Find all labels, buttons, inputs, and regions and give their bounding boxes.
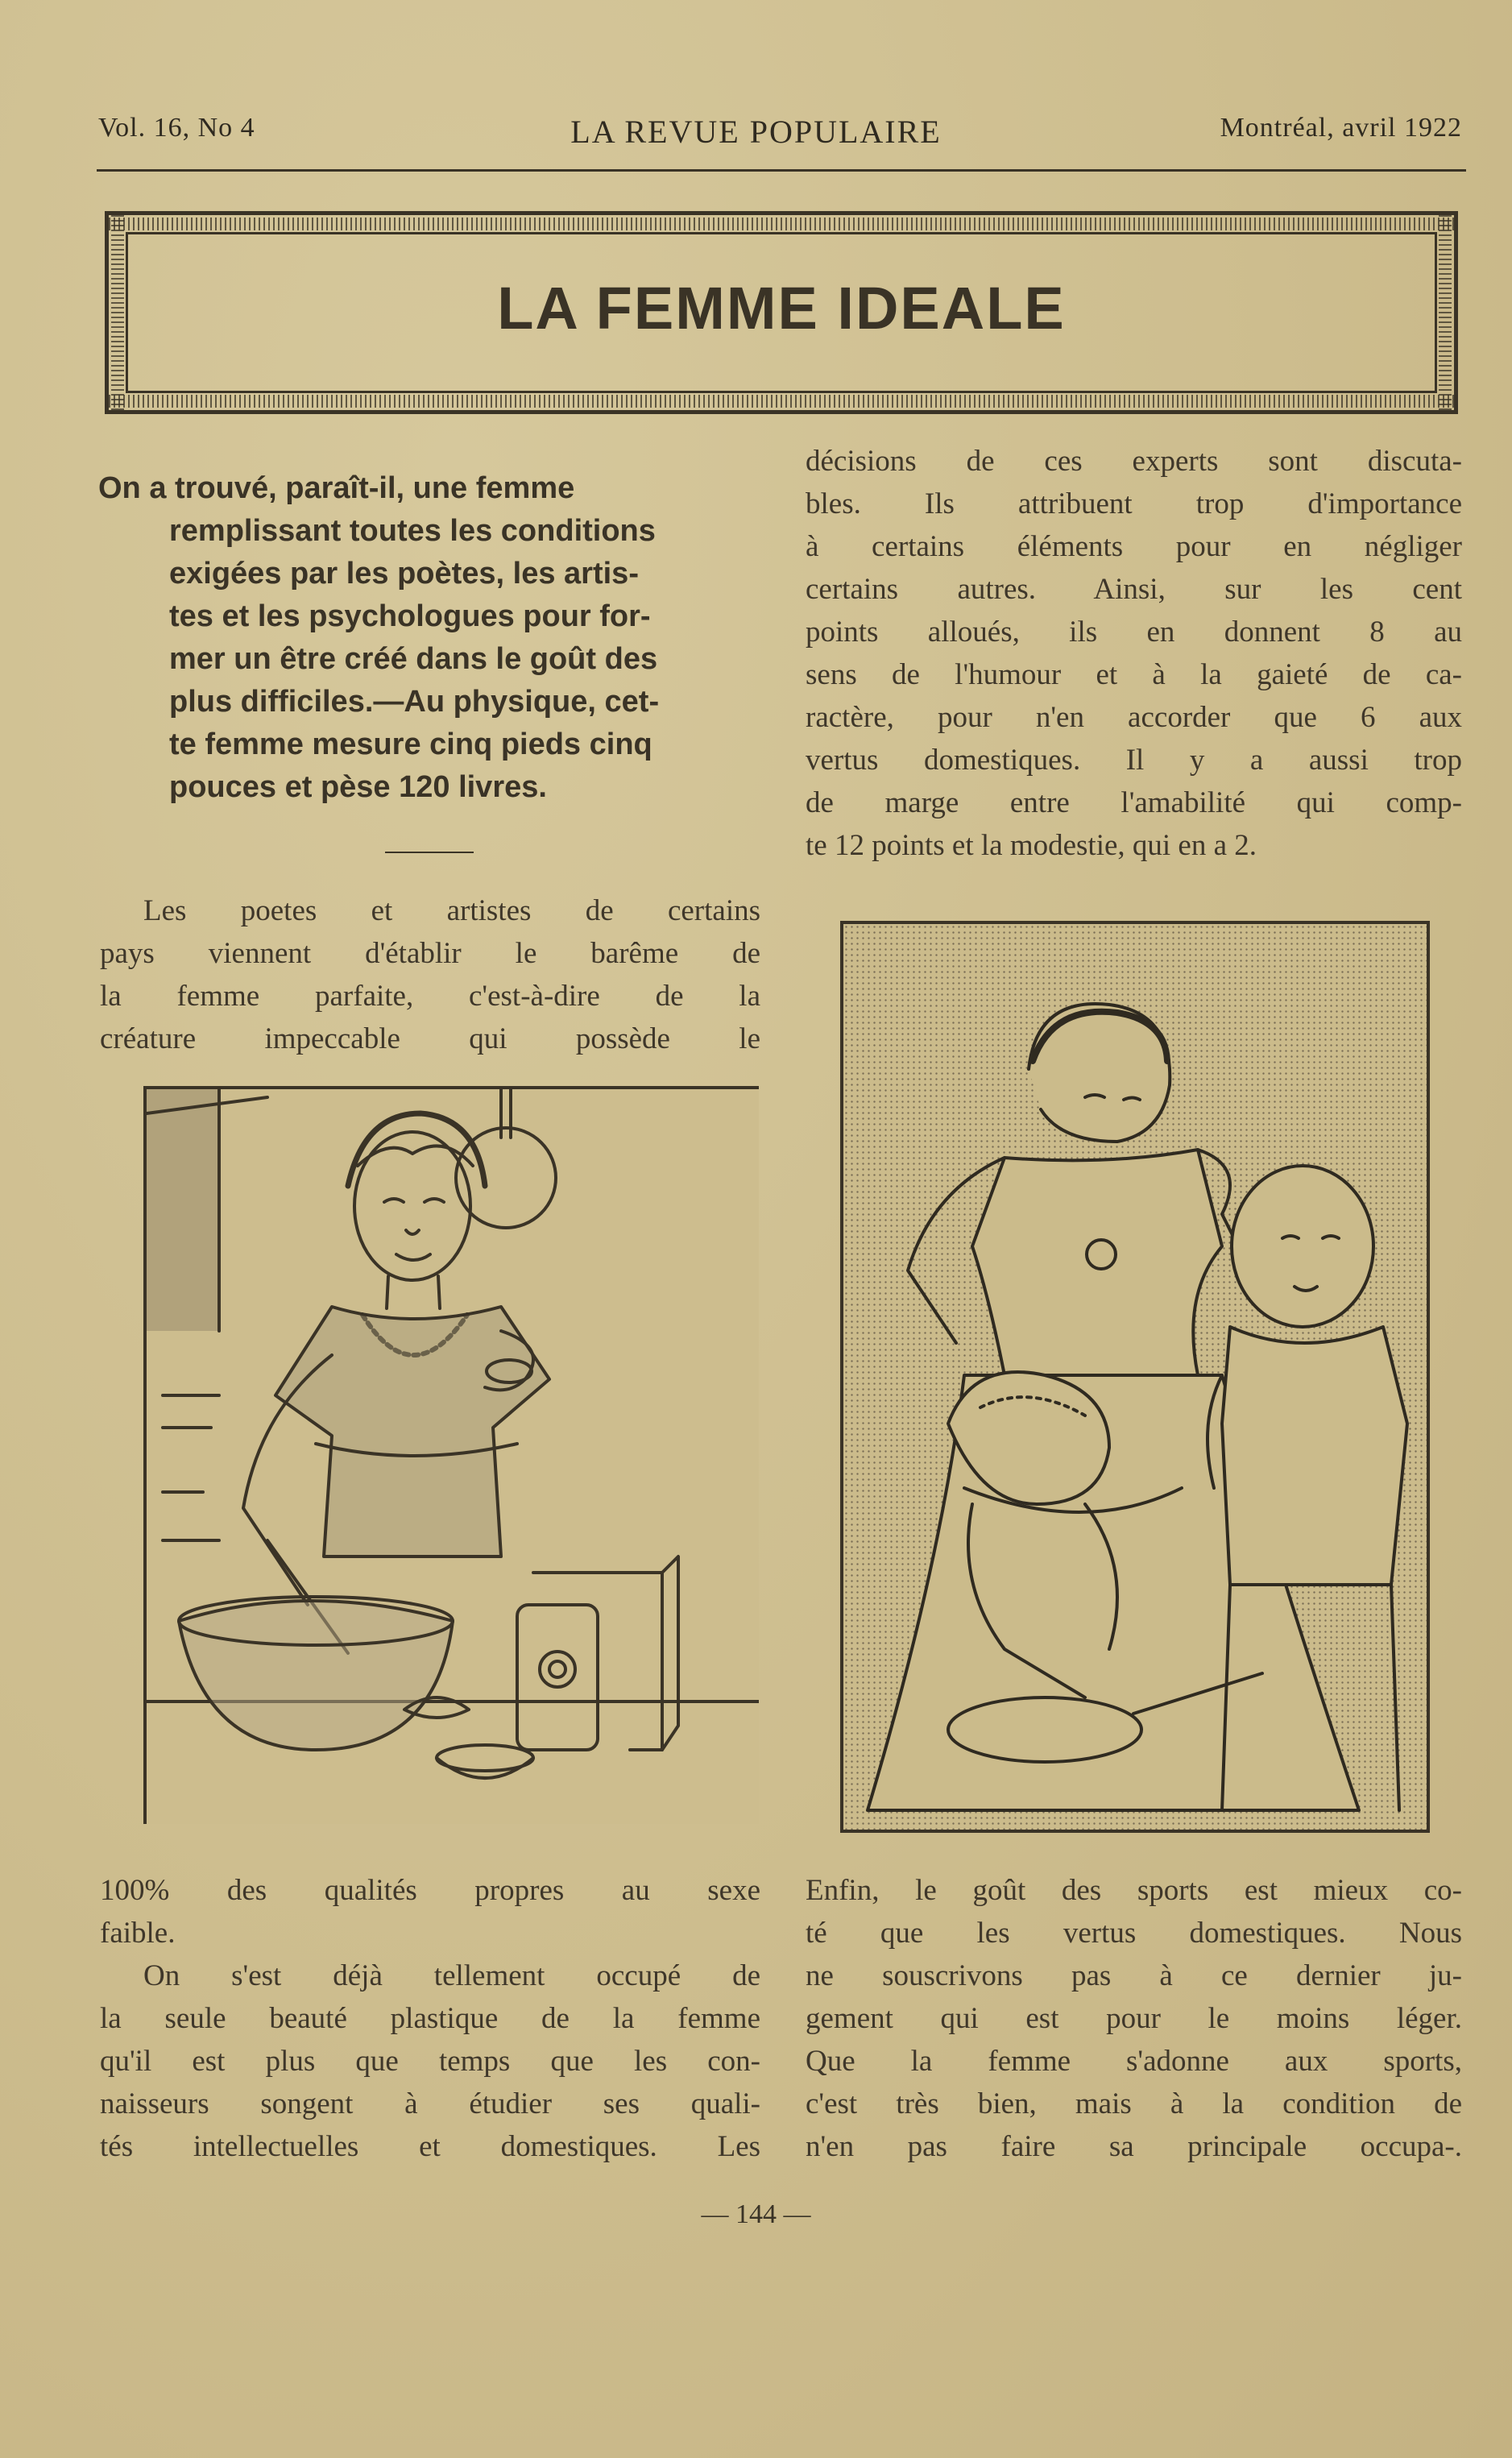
text-line: Les poetes et artistes de certains xyxy=(143,894,760,927)
right-column-top xyxy=(806,440,1462,867)
text-line: à certains éléments pour en négliger xyxy=(806,530,1462,563)
left-column-top xyxy=(100,889,760,1060)
text-line: qu'il est plus que temps que les con- xyxy=(100,2045,760,2078)
illustration-mother-children xyxy=(840,921,1430,1833)
lead-line: exigées par les poètes, les artis- xyxy=(169,557,639,591)
text-line: pays viennent d'établir le barême de xyxy=(100,937,760,970)
text-line: bles. Ils attribuent trop d'importance xyxy=(806,487,1462,520)
text-line: points alloués, ils en donnent 8 au xyxy=(806,616,1462,649)
lead-line: pouces et pèse 120 livres. xyxy=(169,770,547,804)
article-title: LA FEMME IDEALE xyxy=(497,275,1066,342)
text-line: tés intellectuelles et domestiques. Les xyxy=(100,2130,760,2163)
section-separator xyxy=(385,852,474,853)
text-line: On s'est déjà tellement occupé de xyxy=(143,1959,760,1992)
text-line: la seule beauté plastique de la femme xyxy=(100,2002,760,2035)
text-line: naisseurs songent à étudier ses quali- xyxy=(100,2087,760,2120)
text-line: gement qui est pour le moins léger. xyxy=(806,2002,1462,2035)
lead-line: On a trouvé, paraît-il, une femme xyxy=(98,471,575,505)
text-line: décisions de ces experts sont discuta- xyxy=(806,445,1462,478)
lead-paragraph xyxy=(98,467,759,809)
title-frame xyxy=(105,211,1458,414)
page-number: — 144 — xyxy=(701,2199,811,2229)
right-column-bottom xyxy=(806,1869,1462,2168)
text-line: certains autres. Ainsi, sur les cent xyxy=(806,573,1462,606)
issue-volume: Vol. 16, No 4 xyxy=(98,113,255,143)
lead-line: remplissant toutes les conditions xyxy=(169,514,656,548)
publication-name: LA REVUE POPULAIRE xyxy=(570,114,942,150)
text-line: té que les vertus domestiques. Nous xyxy=(806,1917,1462,1950)
text-line: ractère, pour n'en accorder que 6 aux xyxy=(806,701,1462,734)
lead-line: te femme mesure cinq pieds cinq xyxy=(169,727,652,761)
woman-cooking-drawing xyxy=(147,1089,759,1824)
text-line: c'est très bien, mais à la condition de xyxy=(806,2087,1462,2120)
text-line: Que la femme s'adonne aux sports, xyxy=(806,2045,1462,2078)
text-line: 100% des qualités propres au sexe xyxy=(100,1874,760,1907)
illustration-woman-cooking xyxy=(143,1086,759,1824)
header-rule xyxy=(97,169,1466,172)
text-line: la femme parfaite, c'est-à-dire de la xyxy=(100,980,760,1013)
mother-children-drawing xyxy=(843,924,1427,1830)
text-line: te 12 points et la modestie, qui en a 2. xyxy=(806,829,1257,862)
issue-place-date: Montréal, avril 1922 xyxy=(1220,113,1462,143)
text-line: vertus domestiques. Il y a aussi trop xyxy=(806,744,1462,777)
text-line: ne souscrivons pas à ce dernier ju- xyxy=(806,1959,1462,1992)
lead-line: plus difficiles.—Au physique, cet- xyxy=(169,685,660,719)
text-line: Enfin, le goût des sports est mieux co- xyxy=(806,1874,1462,1907)
text-line: de marge entre l'amabilité qui comp- xyxy=(806,786,1462,819)
text-line: faible. xyxy=(100,1917,176,1950)
lead-line: mer un être créé dans le goût des xyxy=(169,642,658,676)
left-column-bottom xyxy=(100,1869,760,2168)
text-line: sens de l'humour et à la gaieté de ca- xyxy=(806,658,1462,691)
lead-line: tes et les psychologues pour for- xyxy=(169,599,651,633)
text-line: n'en pas faire sa principale occupa-. xyxy=(806,2130,1462,2163)
text-line: créature impeccable qui possède le xyxy=(100,1022,760,1055)
